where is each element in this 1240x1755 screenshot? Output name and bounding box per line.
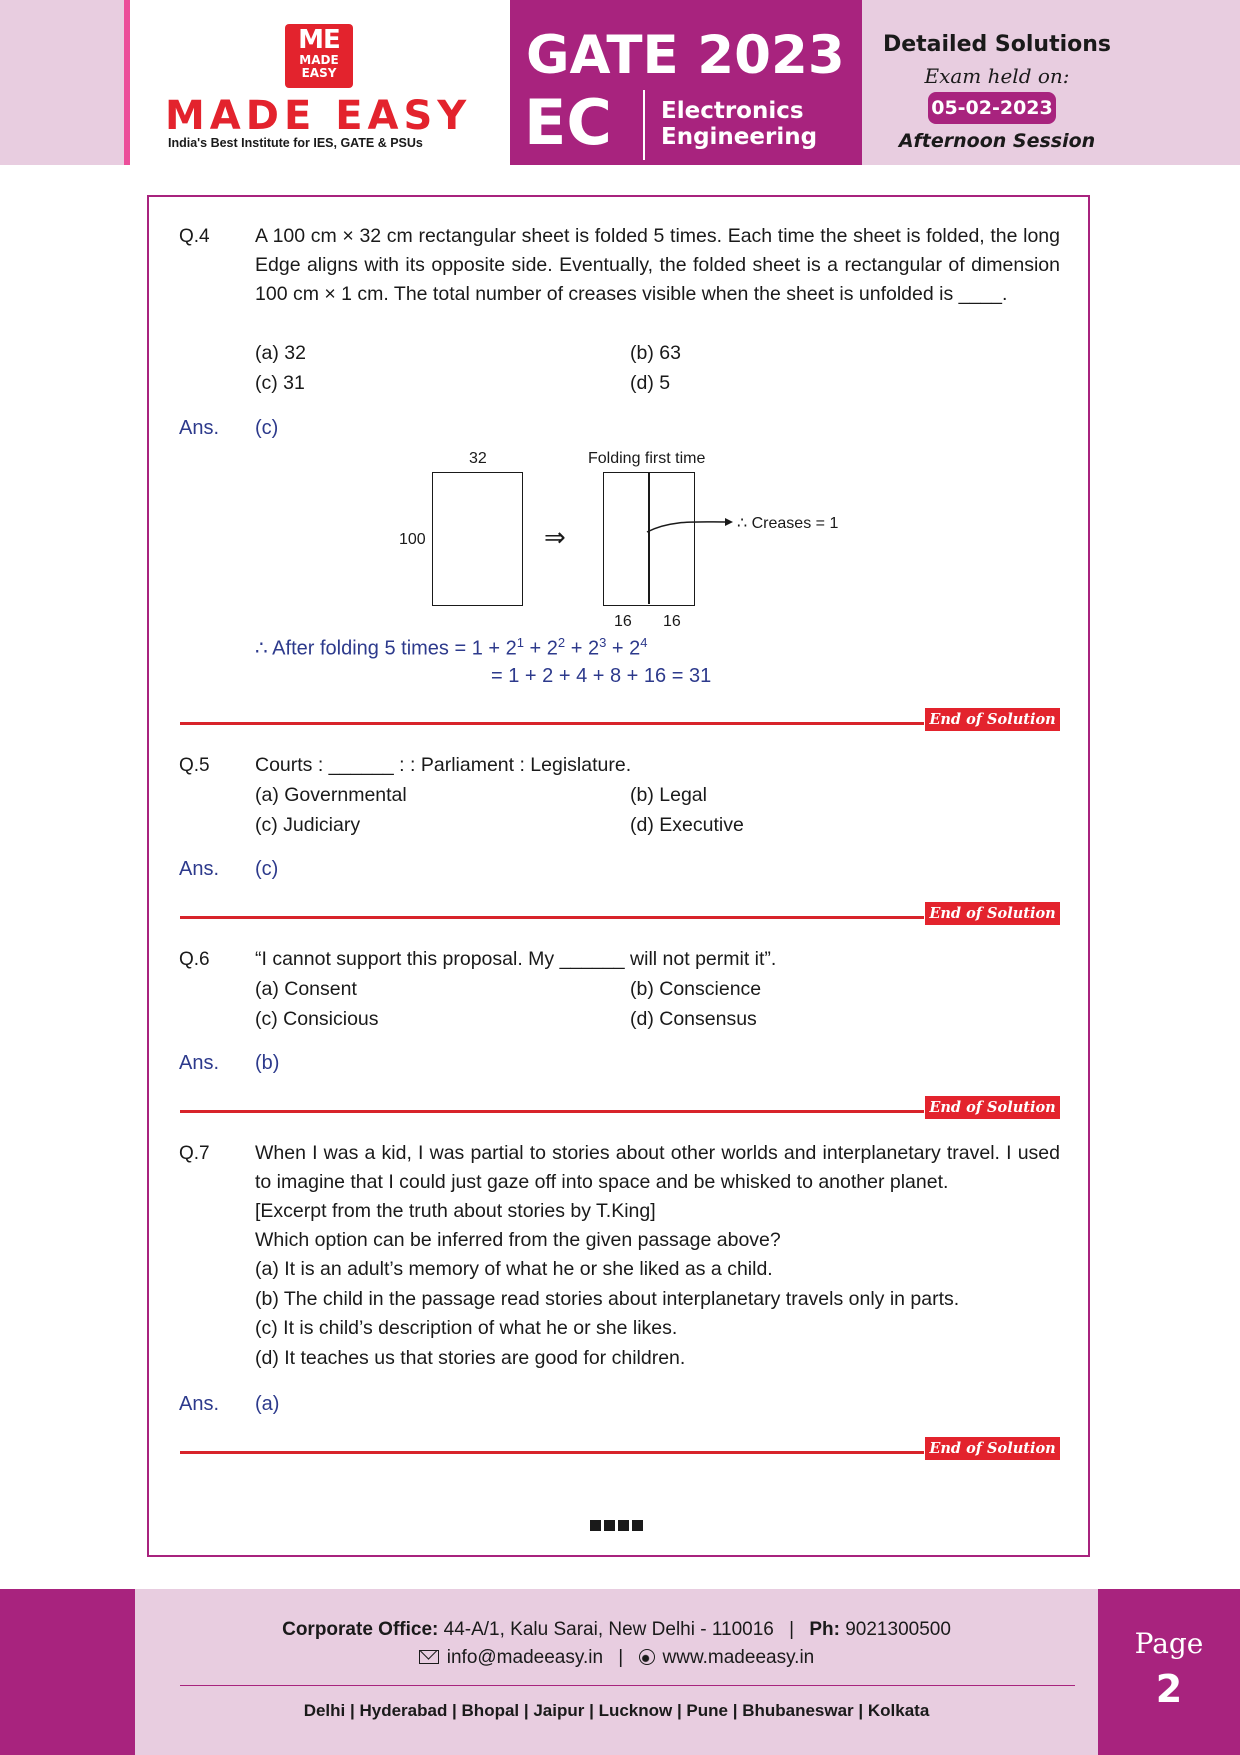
solution-separator (180, 722, 924, 725)
page-label: Page (1134, 1627, 1204, 1660)
end-of-section-marks (590, 1518, 646, 1536)
brand-tagline: India's Best Institute for IES, GATE & PSUs (168, 136, 423, 150)
envelope-icon (419, 1650, 439, 1664)
paper-code: EC (524, 86, 612, 159)
phone-label: Ph: (809, 1619, 840, 1640)
solution-term-3: + 2 (565, 637, 600, 660)
solution-separator (180, 1110, 924, 1113)
made-easy-logo-icon (285, 24, 353, 88)
question-text: “I cannot support this proposal. My ______ will not permit it”. (255, 948, 777, 970)
page-number: 2 (1155, 1667, 1183, 1711)
paper-name-line1: Electronics (661, 98, 804, 124)
corp-office-label: Corporate Office: (282, 1619, 439, 1640)
option-c: (c) 31 (255, 372, 305, 394)
logo-mark-text: MADE EASY (299, 53, 339, 80)
solution-term-2: + 2 (524, 637, 558, 660)
contact-line (135, 1647, 1098, 1669)
logo-mark-letters: ME (298, 25, 340, 55)
branch-cities: Delhi | Hyderabad | Bhopal | Jaipur | Lucknow | Pune | Bhubaneswar | Kolkata (303, 1701, 930, 1720)
passage-excerpt: [Excerpt from the truth about stories by T.King] (255, 1200, 656, 1222)
question-text (255, 1139, 1060, 1255)
banner-divider (643, 90, 645, 160)
phone-number: 9021300500 (845, 1619, 951, 1640)
sheet-width-label: 32 (469, 450, 487, 467)
exam-session: Afternoon Session (898, 130, 1096, 152)
question-text: Courts : ______ : : Parliament : Legislature. (255, 754, 632, 776)
exponent-3: 3 (599, 635, 607, 650)
option-d: (d) 5 (630, 372, 671, 394)
answer-value: (c) (255, 417, 279, 439)
exponent-4: 4 (640, 635, 648, 650)
solution-line-1 (255, 635, 647, 661)
sheet-height-label: 100 (399, 531, 426, 548)
option-d: (d) It teaches us that stories are good for children. (255, 1347, 686, 1369)
exponent-1: 1 (516, 635, 524, 650)
exam-held-label: Exam held on: (924, 64, 1070, 88)
page-number-panel (1098, 1589, 1240, 1755)
logo-panel (130, 0, 510, 165)
answer-label: Ans. (179, 417, 220, 439)
option-b: (b) The child in the passage read stories about interplanetary travels only in parts. (255, 1288, 960, 1310)
footer-left-band (0, 1589, 135, 1755)
passage-text: When I was a kid, I was partial to stories about other worlds and interplanetary travel. I used to imagine that I could just gaze off into space and be whisked to another planet. (255, 1142, 1060, 1193)
globe-icon (639, 1649, 655, 1665)
solution-term-4: + 2 (606, 637, 641, 660)
half-width-left: 16 (614, 613, 632, 630)
implies-arrow-icon: ⇒ (544, 522, 566, 552)
website-link[interactable]: www.madeeasy.in (662, 1647, 815, 1668)
detailed-solutions-heading: Detailed Solutions (882, 32, 1112, 57)
question-number: Q.7 (179, 1143, 210, 1164)
solution-separator (180, 1451, 924, 1454)
corp-office-address: 44-A/1, Kalu Sarai, New Delhi - 110016 (443, 1619, 774, 1640)
option-a: (a) Consent (255, 978, 357, 1000)
creases-label: ∴ Creases = 1 (737, 515, 839, 532)
half-width-right: 16 (663, 613, 681, 630)
exam-date-badge: 05-02-2023 (928, 92, 1056, 124)
corporate-office-line (135, 1619, 1098, 1641)
exam-title: GATE 2023 (526, 25, 845, 86)
email-link[interactable]: info@madeeasy.in (446, 1647, 604, 1668)
option-d: (d) Consensus (630, 1008, 757, 1030)
end-of-solution-badge: End of Solution (925, 708, 1060, 731)
end-of-solution-badge: End of Solution (925, 902, 1060, 925)
option-a: (a) It is an adult’s memory of what he or she liked as a child. (255, 1258, 773, 1280)
question-prompt: Which option can be inferred from the given passage above? (255, 1229, 781, 1251)
option-d: (d) Executive (630, 814, 744, 836)
exponent-2: 2 (557, 635, 566, 650)
end-of-solution-badge: End of Solution (925, 1437, 1060, 1460)
unfolded-sheet (432, 472, 523, 606)
answer-label: Ans. (179, 1393, 220, 1415)
crease-pointer-arrow-icon (645, 510, 735, 540)
answer-value: (a) (255, 1393, 280, 1415)
answer-value: (c) (255, 858, 279, 880)
paper-name-line2: Engineering (661, 124, 818, 150)
footer-separator: | (789, 1619, 795, 1640)
brand-name: MADE EASY (165, 93, 472, 139)
exam-banner (510, 0, 862, 165)
question-number: Q.4 (179, 226, 210, 247)
page-footer (0, 1589, 1240, 1755)
option-a: (a) 32 (255, 342, 306, 364)
answer-value: (b) (255, 1052, 280, 1074)
page-header (0, 0, 1240, 165)
solution-line-1-prefix: ∴ After folding 5 times = 1 + 2 (255, 637, 517, 660)
fold-title: Folding first time (588, 450, 706, 467)
exam-info (862, 0, 1240, 165)
answer-label: Ans. (179, 1052, 220, 1074)
question-number: Q.6 (179, 949, 210, 970)
option-b: (b) Conscience (630, 978, 762, 1000)
end-of-solution-badge: End of Solution (925, 1096, 1060, 1119)
option-a: (a) Governmental (255, 784, 407, 806)
option-c: (c) It is child’s description of what he or she likes. (255, 1317, 678, 1339)
answer-label: Ans. (179, 858, 220, 880)
option-c: (c) Judiciary (255, 814, 361, 836)
paper-name (661, 98, 817, 150)
question-text: A 100 cm × 32 cm rectangular sheet is folded 5 times. Each time the sheet is folded, the long Edge aligns with its opposite side. Eventually, the folded sheet is a rectangular of dimension 100 cm × 1 cm. The total number of creases visible when the sheet is unfolded is ____. (255, 225, 1060, 305)
footer-divider (180, 1685, 1075, 1686)
question-number: Q.5 (179, 755, 210, 776)
option-b: (b) Legal (630, 784, 707, 806)
option-b: (b) 63 (630, 342, 681, 364)
solution-separator (180, 916, 924, 919)
solution-line-2: = 1 + 2 + 4 + 8 + 16 = 31 (491, 665, 712, 687)
option-c: (c) Consicious (255, 1008, 379, 1030)
footer-separator: | (618, 1647, 624, 1668)
